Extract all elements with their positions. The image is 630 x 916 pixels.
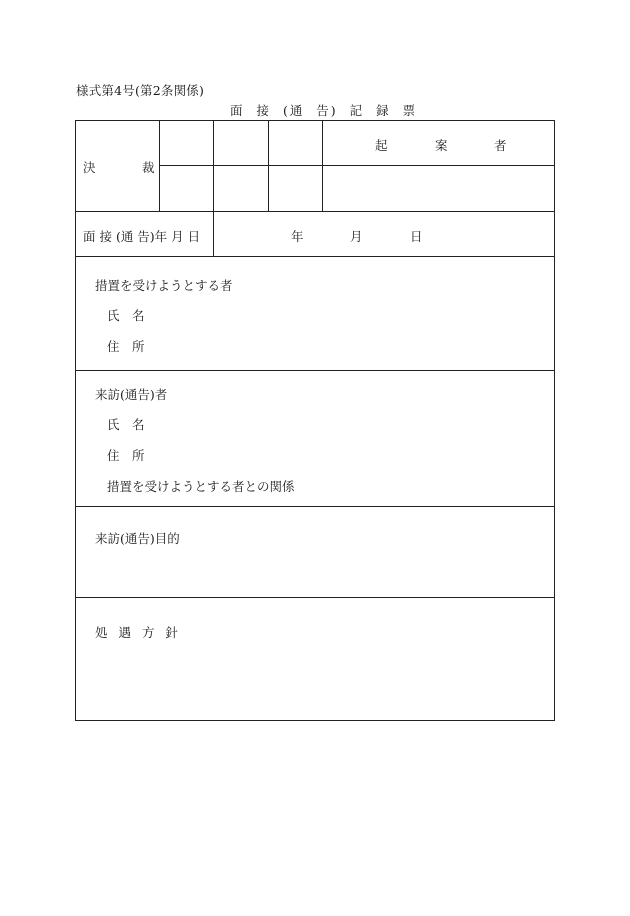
purpose-bottom-rule: [76, 597, 554, 598]
subject-bottom-rule: [76, 370, 554, 371]
subject-name-label: 氏 名: [107, 308, 145, 323]
purpose-label: 来訪(通告)目的: [95, 531, 180, 546]
date-year: 年: [291, 229, 304, 244]
interview-date-label: 面 接 (通 告)年 月 日: [83, 229, 201, 244]
record-form-table: [75, 120, 555, 721]
approval-label-char-1: 決: [83, 160, 96, 175]
visitor-heading: 来訪(通告)者: [95, 387, 168, 402]
drafter-char-1: 起: [375, 138, 388, 153]
drafter-char-3: 者: [494, 138, 507, 153]
visitor-name-label: 氏 名: [107, 417, 145, 432]
approval-seal-box-2[interactable]: [214, 121, 268, 165]
form-title: 面 接 (通 告) 記 録 票: [230, 103, 418, 118]
date-month: 月: [350, 229, 363, 244]
visitor-address-label: 住 所: [107, 448, 145, 463]
approval-seal-box-4[interactable]: [160, 166, 213, 211]
visitor-relation-label: 措置を受けようとする者との関係: [107, 479, 295, 494]
drafter-char-2: 案: [435, 138, 448, 153]
date-day: 日: [410, 229, 423, 244]
policy-label: 処 遇 方 針: [95, 625, 178, 640]
approval-seal-box-6[interactable]: [269, 166, 322, 211]
interview-date-field[interactable]: [214, 212, 554, 256]
form-number: 様式第4号(第2条関係): [76, 83, 205, 98]
approval-seal-box-1[interactable]: [160, 121, 213, 165]
approval-seal-box-5[interactable]: [214, 166, 268, 211]
approval-seal-box-3[interactable]: [269, 121, 322, 165]
date-bottom-rule: [76, 256, 554, 257]
subject-heading: 措置を受けようとする者: [95, 278, 233, 293]
visitor-bottom-rule: [76, 506, 554, 507]
approval-label-char-2: 裁: [142, 160, 155, 175]
drafter-name-box[interactable]: [323, 166, 554, 211]
subject-address-label: 住 所: [107, 339, 145, 354]
